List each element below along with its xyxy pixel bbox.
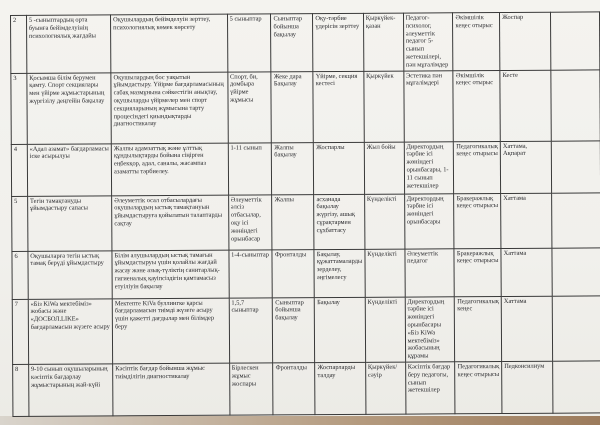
- cell-responsible: Әлеуметтік педагог: [405, 248, 455, 296]
- cell-extra: [550, 12, 599, 70]
- cell-purpose: Оқушылардың бос уақытын ұйымдастыру. Үйірме бағдарламасының сабақ мазмұнына сәйкестігін анықтау, оқушыларды үйірмелер мен спорт секцияларының жұмысына тарту процесіндегі қиындықтарды диагностикалау: [111, 72, 228, 144]
- cell-topic: 5 -сыныптардың орта буынға бейімделуінің психологиялық жағдайы: [26, 15, 111, 73]
- cell-result: Педконсилиум: [502, 361, 553, 413]
- cell-responsible: Педагог-психолог, әлеуметтік педагог 5-сынып жетекшілері, пән мұғалімдер: [403, 13, 453, 71]
- cell-type: Жалпы бақылау: [272, 142, 314, 194]
- cell-num: 6: [12, 251, 28, 299]
- cell-where: Педагогикалық кеңес отырысы: [454, 141, 501, 193]
- cell-num: 8: [13, 364, 29, 416]
- cell-extra: [552, 192, 600, 247]
- cell-where: Бракеражлық кеңес отырысы: [454, 248, 501, 296]
- cell-topic: Оқушыларға тегін ыстық тамақ берүді ұйымдастыру: [28, 250, 113, 299]
- cell-time: Қыркүйек-қазан: [363, 13, 403, 71]
- cell-method: Үйірме, секция кестесі: [313, 71, 364, 142]
- cell-method: асханада бақылау жүргізу, ашық сұрақтармен сұхбаттасу: [314, 194, 365, 249]
- cell-num: 3: [11, 73, 27, 144]
- cell-num: 7: [12, 299, 28, 364]
- cell-object: 5 сыныптар: [227, 14, 271, 72]
- cell-object: 1,5,7 сыныптар: [229, 297, 273, 363]
- cell-topic: Қосымша білім берумен қамту. Спорт секциялары мен үйірме жұмыстарының жүргізілу деңгейін бақылау: [27, 72, 112, 144]
- cell-topic: «Адал азамат» бағдарламасы іске асырылуы: [27, 143, 112, 196]
- cell-result: Жоспар: [500, 12, 551, 70]
- control-plan-table: [10, 11, 600, 417]
- cell-purpose: Кәсіптік бағдар бойынша жұмыс тиімділігін диагностикалау: [113, 363, 230, 416]
- cell-method: Жоспарлы: [314, 142, 365, 194]
- table-row: [12, 295, 600, 364]
- cell-extra: [552, 247, 600, 295]
- cell-extra: [551, 69, 600, 140]
- cell-method: Жоспарларды талдау: [315, 362, 366, 414]
- cell-where: Әкімшілік кеңес отырыс: [453, 13, 500, 71]
- cell-type: Фронталды: [273, 363, 315, 415]
- cell-responsible: Эстетика пән мұғалімдері: [403, 70, 453, 141]
- cell-responsible: Директордың тәрбие ісі жөніндегі орынбасары, 1-11 сынып жетекшілер: [404, 141, 454, 193]
- cell-time: Жыл бойы: [364, 142, 404, 194]
- cell-time: Қыркүйек/ сәуір: [365, 362, 405, 414]
- cell-object: 1-4-сыныптар: [229, 249, 273, 297]
- cell-object: Әлеуметтік әлсіз отбасылар, оқу ісі жөніндегі орынбасар: [228, 194, 272, 249]
- cell-topic: 9-10 сынып оқушыларының кәсіптік бағдарлау жұмыстарының жай-күйі: [28, 364, 113, 417]
- cell-method: Оқу-тәрбие үдерісін зерттеу: [313, 13, 364, 71]
- cell-result: Хаттама, Ақпарат: [500, 141, 551, 193]
- cell-topic: «Біз KiWa мектебіміз» жобасы және «ДОСБОЛ.LIKE» бағдарламасын жүзеге асыру: [28, 298, 113, 364]
- cell-result: Хаттама: [501, 296, 552, 362]
- table-row: [12, 192, 600, 251]
- cell-object: 1-11 сынып: [228, 142, 272, 194]
- cell-topic: Тегін тамақтануды ұйымдастыру сапасы: [27, 195, 112, 251]
- cell-result: Хаттама: [501, 248, 552, 296]
- cell-where: Педагогикалық кеңес: [455, 296, 502, 362]
- cell-extra: [551, 140, 600, 192]
- cell-result: Хаттама: [501, 193, 552, 248]
- cell-type: Фронталды: [272, 249, 314, 297]
- cell-object: Спорт, би, домбыра үйірме жұмысы: [227, 71, 271, 142]
- cell-extra: [553, 361, 600, 413]
- cell-num: 5: [12, 196, 28, 251]
- table-row: [13, 361, 600, 417]
- cell-responsible: Директордың тәрбие ісі жөніндегі орынбасары: [404, 193, 454, 248]
- cell-type: Жалпы: [272, 194, 314, 249]
- cell-purpose: Мектепте KiVa буллингке қарсы бағдарламасын тиімді жүзеге асыру үшін қажетті дағдылар мен білімдер беру: [112, 298, 229, 364]
- cell-method: Бақылау, құжаттамаларды зерделеу, әңгімелесу: [314, 249, 365, 297]
- cell-purpose: Жалпы адамзаттық және ұлттық құндылықтарды бойына сіңірген еңбекқор, адал, саналы, жасампаз азаматты тәрбиелеу.: [111, 143, 228, 196]
- cell-num: 2: [11, 15, 27, 73]
- desk-edge: [0, 416, 600, 425]
- cell-time: Күнделікті: [365, 249, 405, 297]
- table-row: [11, 140, 600, 196]
- cell-extra: [552, 295, 600, 361]
- cell-time: Күнделікті: [364, 194, 404, 249]
- cell-num: 4: [11, 144, 27, 196]
- cell-type: Сыныптар бойынша бақылау: [273, 297, 315, 363]
- cell-method: Бақылау: [315, 297, 366, 363]
- cell-where: Әкімшілік кеңес отырыс: [453, 70, 500, 141]
- cell-time: Қыркүйек: [364, 71, 404, 142]
- cell-responsible: Кәсіптік бағдар беру педагогы, сынып жетекшілер: [405, 362, 455, 414]
- table-row: [11, 69, 600, 144]
- cell-time: Күнделікті: [365, 297, 405, 363]
- table-row: [11, 12, 600, 73]
- cell-type: Жеке дара Бақылау: [271, 71, 313, 142]
- cell-result: Кесте: [500, 70, 551, 141]
- cell-purpose: Әлеуметтік осал отбасылардағы оқушылардың ыстық тамақтануын ұйымдастыруға қойылатын талаптарды сақтау: [112, 195, 229, 251]
- cell-where: Бракеражлық кеңес отырысы: [454, 193, 501, 248]
- cell-type: Сыныптар бойынша бақылау: [271, 14, 313, 72]
- cell-where: Педагогикалық кеңес отырысы: [455, 361, 502, 413]
- cell-purpose: Білім алушылардың ыстық тамағын ұйымдастыруы үшін қолайлы жағдай жасау және азық-түліктің санитарлық- гигиеналық қауіпсіздігін қамтамасыз етуіліуін бақылау: [112, 250, 229, 299]
- cell-purpose: Оқушылардың бейімделуін зерттеу, психологиялық көмек көрсету: [111, 14, 228, 72]
- table-row: [12, 247, 600, 299]
- cell-responsible: Директордың тәрбие ісі жөніндегі орынбасары «Біз KiWa мектебіміз» жобасының құрамы: [405, 296, 455, 362]
- cell-object: Бірлескен жұмыс жоспары: [229, 363, 273, 415]
